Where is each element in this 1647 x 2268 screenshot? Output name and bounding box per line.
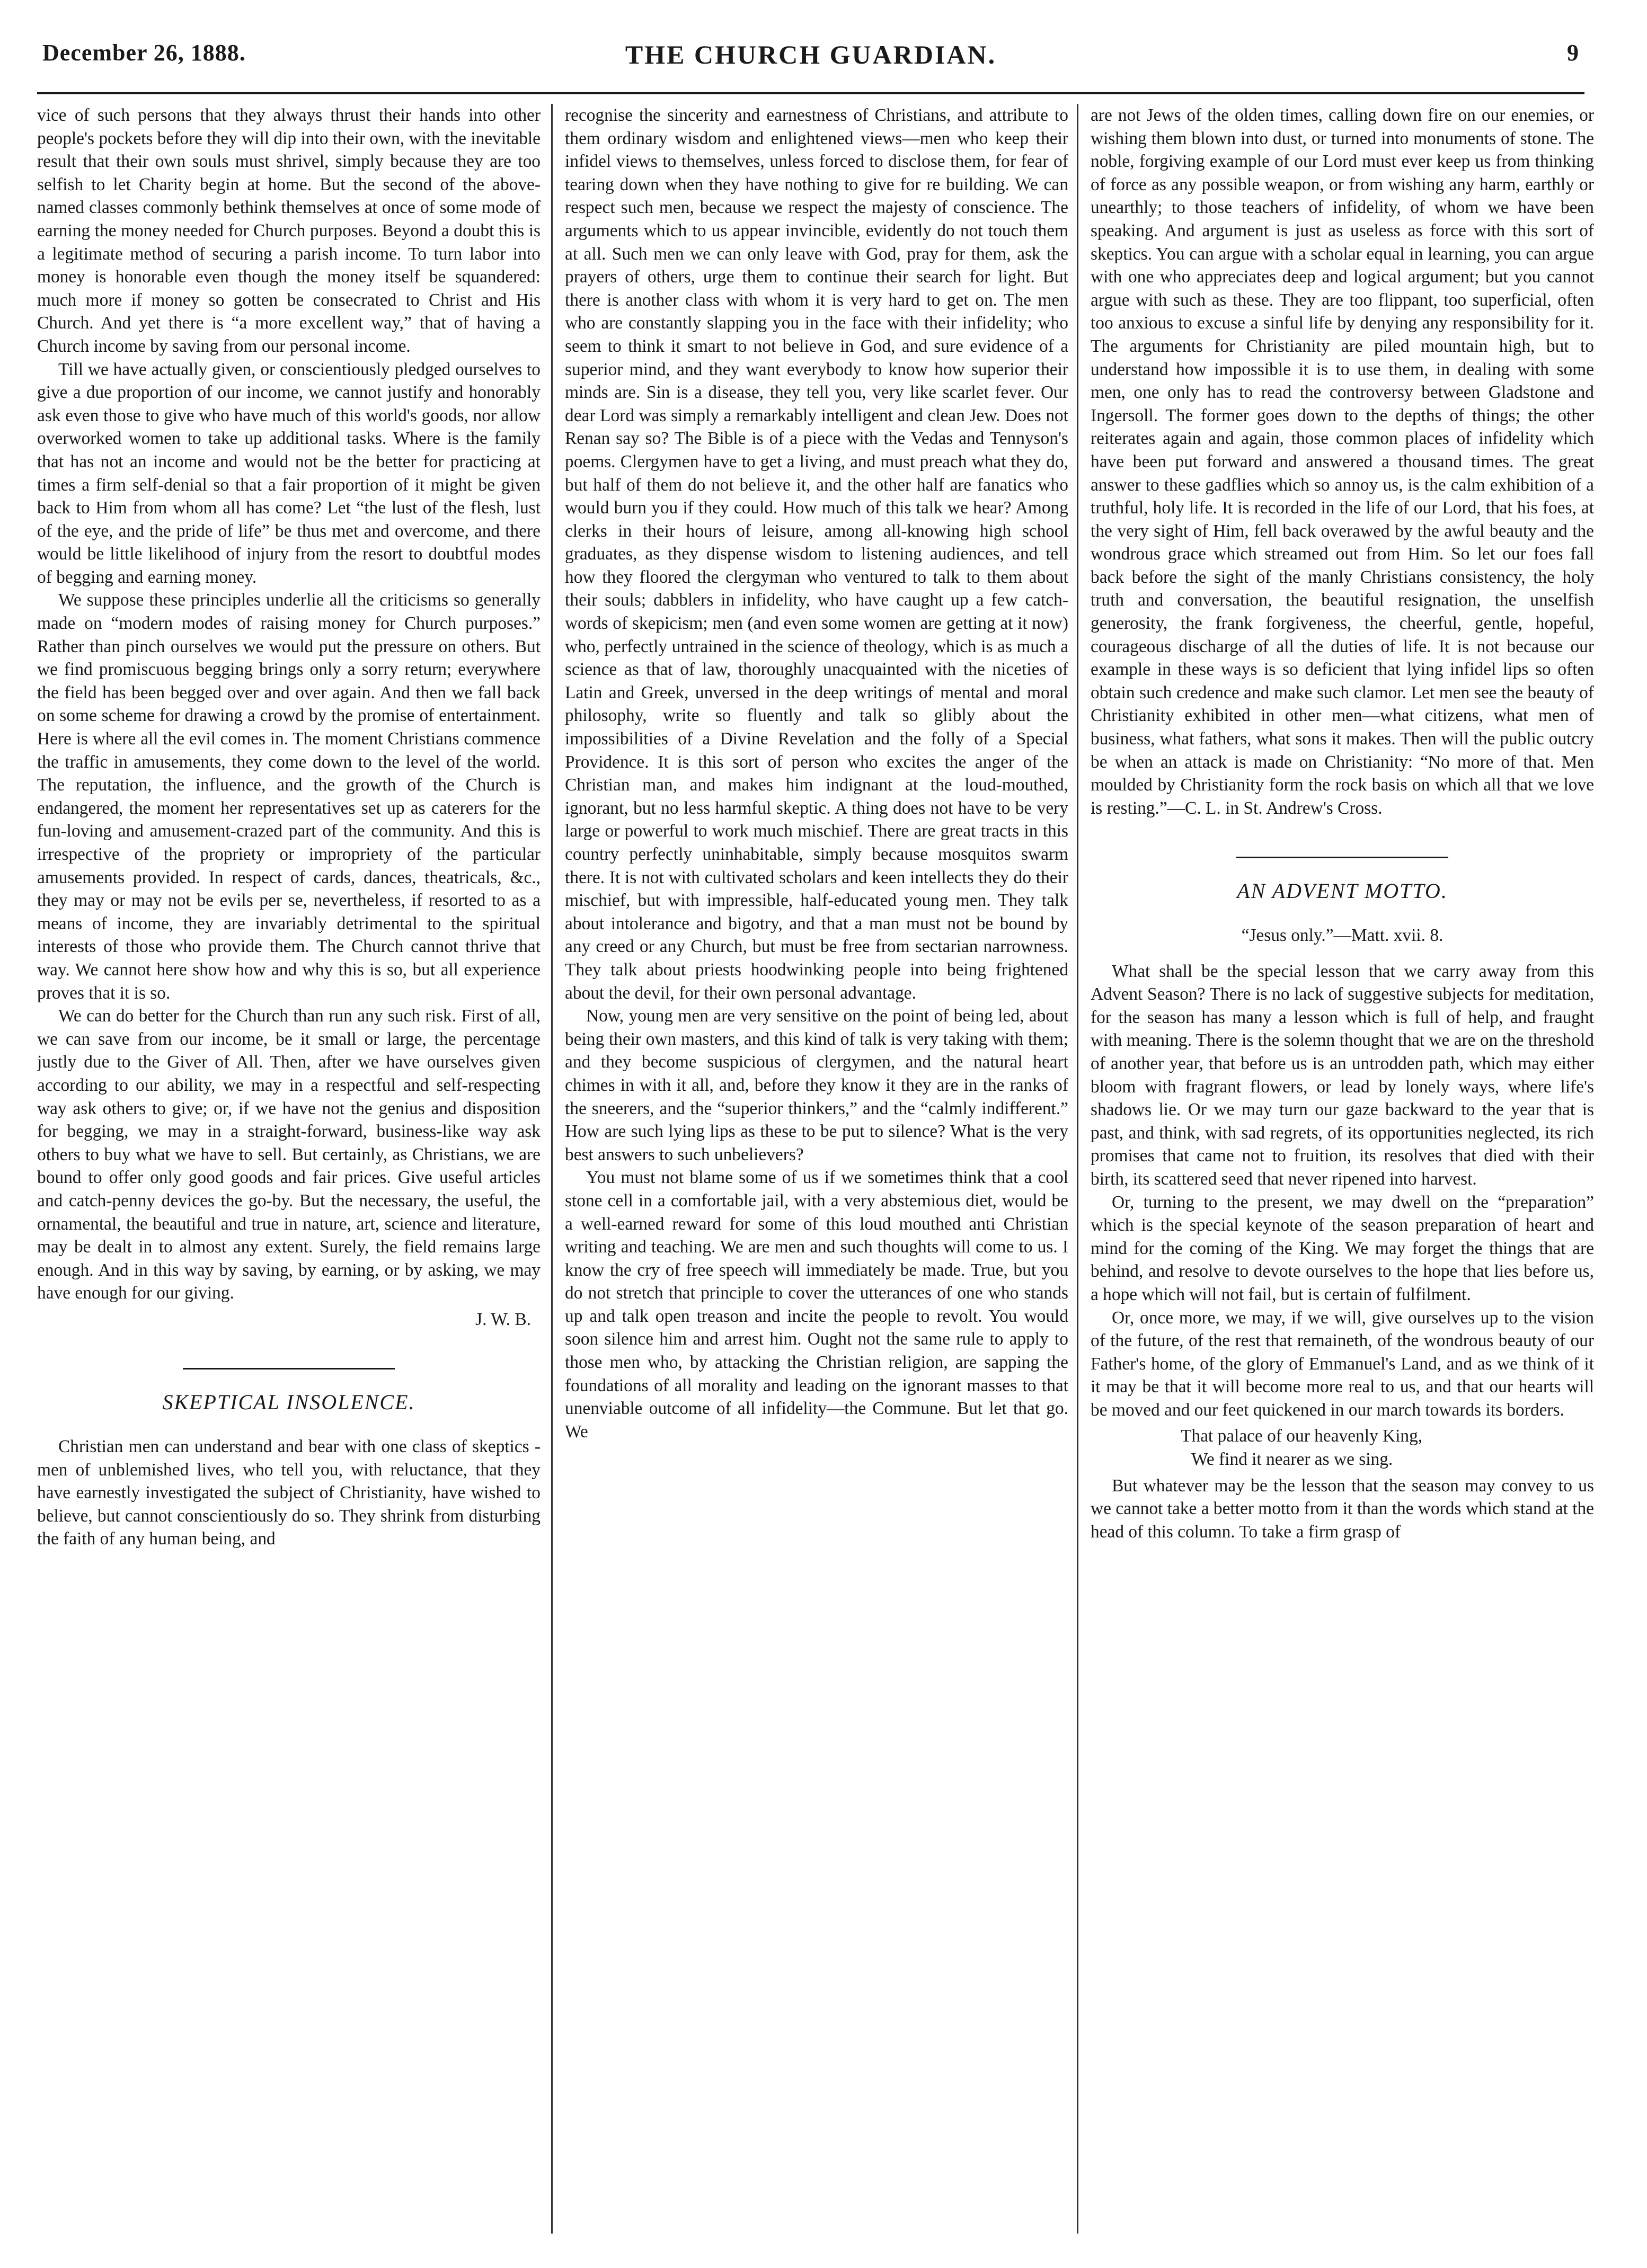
article-paragraph: Or, turning to the present, we may dwell on the “preparation” which is the special keynote of the season preparation of heart and mind for the coming of the King. We may forget the things that are behind, and resolve to devote ourselves to the hope that lies before us, a hope which will not fail, but is certain of fulfilment. bbox=[1091, 1192, 1594, 1304]
article-signature: J. W. B. bbox=[475, 1309, 531, 1329]
article-paragraph: You must not blame some of us if we sometimes think that a cool stone cell in a comfortable jail, with a very abstemious diet, would be a well-earned reward for some of this loud mouthed anti Christian writing and teaching. We are men and such thoughts will come to us. I know the cry of free speech will immediately be made. True, but you do not stretch that principle to cover the utterances of one who stands up and talk open treason and incite the people to revolt. You would soon silence him and arrest him. Ought not the same rule to apply to those men who, by attacking the Christian religion, are sapping the foundations of all morality and leading on the ignorant masses to that unenviable outcome of all infidelity—the Commune. But let that go. We bbox=[565, 1168, 1068, 1442]
article-heading: SKEPTICAL INSOLENCE. bbox=[162, 1390, 415, 1415]
section-separator bbox=[1236, 857, 1448, 858]
column-divider bbox=[551, 104, 553, 2234]
article-paragraph: recognise the sincerity and earnestness of Christians, and attribute to them ordinary wisdom and enlightened views—men who keep their infidel views to themselves, unless forced to disclose them, for fear of tearing down when they have nothing to give for re building. We can respect such men, because we respect the majesty of conscience. The arguments which to us appear invincible, evidently do not touch them at all. Such men we can only leave with God, pray for them, ask the prayers of others, urge them to continue their search for light. But there is another class with whom it is very hard to get on. The men who are constantly slapping you in the face with their infidelity; who seem to think it smart to not believe in God, and sure evidence of a superior mind, and they want everybody to know how superior their minds are. Sin is a disease, they tell you, very like scarlet fever. Our dear Lord was simply a remarkably intelligent and clean Jew. Does not Renan say so? The Bible is of a piece with the Vedas and Tennyson's poems. Clergymen have to get a living, and must preach what they do, but half of them do not believe it, and the other half are fanatics who would burn you if they could. How much of this talk we hear? Among clerks in their hours of leisure, among all-knowing high school graduates, as they dispense wisdom to listening audiences, and tell how they floored the clergyman who ventured to talk to them about their souls; dabblers in infidelity, who have caught up a few catch-words of skepicism; men (and even some women are getting at it now) who, perfectly untrained in the science of theology, which is as much a science as that of law, thoroughly unacquainted with the niceties of Latin and Greek, unversed in the deep writings of mental and moral philosophy, write so fluently and talk so glibly about the impossibilities of a Divine Revelation and the folly of a Special Providence. It is this sort of person who excites the anger of the Christian man, and makes him indignant at the loud-mouthed, ignorant, but no less harmful skeptic. A thing does not have to be very large or powerful to work much mischief. There are great tracts in this country perfectly uninhabitable, simply because mosquitos swarm there. It is not with cultivated scholars and keen intellects they do their mischief, but with impressible, half-educated young men. They talk about intolerance and bigotry, and that a man must not be bound by any creed or any Church, but must be free from sectarian narrowness. They talk about priests hoodwinking people into being frightened about the devil, for their own personal advantage. bbox=[565, 105, 1068, 1003]
column-divider bbox=[1077, 104, 1078, 2234]
article-paragraph: What shall be the special lesson that we carry away from this Advent Season? There is no lack of suggestive subjects for meditation, for the season has many a lesson which is full of help, and fraught with meaning. There is the solemn thought that we are on the threshold of another year, that before us is an untrodden path, which may either bloom with fragrant flowers, or lead by lonely ways, where life's shadows lie. Or we may turn our gaze backward to the year that is past, and think, with sad regrets, of its opportunities neglected, its rich promises that came not to fruition, its resolves that died with their birth, its scattered seed that never ripened into harvest. bbox=[1091, 961, 1594, 1189]
epigraph: “Jesus only.”—Matt. xvii. 8. bbox=[1241, 926, 1444, 945]
section-separator bbox=[183, 1368, 395, 1369]
article-paragraph: vice of such persons that they always thrust their hands into other people's pockets before they will dip into their own, with the inevitable result that their own souls must shrivel, simply because they are too selfish to let Charity begin at home. But the second of the above-named classes commonly bethink themselves at once of some mode of earning the money needed for Church purposes. Beyond a doubt this is a legitimate method of securing a parish income. To turn labor into money is honorable even though the money itself be squandered: much more if money so gotten be consecrated to Christ and His Church. And yet there is “a more excellent way,” that of having a Church income by saving from our personal income. bbox=[37, 105, 541, 356]
verse-quote bbox=[1181, 1425, 1594, 1471]
verse-line: We find it nearer as we sing. bbox=[1191, 1449, 1393, 1470]
column-2 bbox=[565, 104, 1068, 2234]
column-3 bbox=[1091, 104, 1594, 2234]
masthead bbox=[37, 34, 1584, 94]
article-paragraph: Now, young men are very sensitive on the point of being led, about being their own masters, and this kind of talk is very taking with them; and they become suspicious of clergymen, and the natural heart chimes in with it all, and, before they know it they are in the ranks of the sneerers, and the “superior thinkers,” and the “calmly indifferent.” How are such lying lips as these to be put to silence? What is the very best answers to such unbelievers? bbox=[565, 1006, 1068, 1164]
article-paragraph: We can do better for the Church than run any such risk. First of all, we can save from our income, be it small or large, the percentage justly due to the Giver of All. Then, after we have ourselves given according to our ability, we may in a respectful and self-respecting way ask others to give; or, if we have not the genius and disposition for begging, we may in a straight-forward, business-like way ask others to buy what we have to sell. But certainly, as Christians, we are bound to offer only good goods and fair prices. Give useful articles and catch-penny devices the go-by. But the necessary, the useful, the ornamental, the beautiful and true in nature, art, science and literature, may be dealt in to almost any extent. Surely, the field remains large enough. And in this way by saving, by earning, or by asking, we may have enough for our giving. bbox=[37, 1006, 541, 1303]
article-paragraph: Or, once more, we may, if we will, give ourselves up to the vision of the future, of the rest that remaineth, of the wondrous beauty of our Father's home, of the glory of Emmanuel's Land, and as we think of it it may be that it will become more real to us, and that our hearts will be moved and our feet quickened in our march towards its borders. bbox=[1091, 1308, 1594, 1420]
article-paragraph: Christian men can understand and bear with one class of skeptics - men of unblemished lives, who tell you, with reluctance, that they have earnestly investigated the subject of Christianity, have wished to believe, but cannot conscientiously do so. They shrink from disturbing the faith of any human being, and bbox=[37, 1437, 541, 1549]
article-paragraph: We suppose these principles underlie all the criticisms so generally made on “modern modes of raising money for Church purposes.” Rather than pinch ourselves we would put the pressure on others. But we find promiscuous begging brings only a sorry return; everywhere the field has been begged over and over again. And then we fall back on some scheme for drawing a crowd by the promise of entertainment. Here is where all the evil comes in. The moment Christians commence the traffic in amusements, they come down to the level of the world. The reputation, the influence, and the growth of the Church is endangered, the moment her representatives set up as caterers for the fun-loving and amusement-crazed part of the community. And this is irrespective of the propriety or impropriety of the particular amusements provided. In respect of cards, dances, theatricals, &c., they may or may not be evils per se, nevertheless, if resorted to as a means of income, they are invariably detrimental to the spiritual interests of those who provide them. The Church cannot thrive that way. We cannot here show how and why this is so, but all experience proves that it is so. bbox=[37, 590, 541, 1003]
page-number: 9 bbox=[1567, 40, 1579, 66]
article-paragraph: But whatever may be the lesson that the season may convey to us we cannot take a better motto from it than the words which stand at the head of this column. To take a firm grasp of bbox=[1091, 1475, 1594, 1542]
issue-date: December 26, 1888. bbox=[42, 40, 246, 66]
verse-line: That palace of our heavenly King, bbox=[1181, 1426, 1423, 1446]
newspaper-title: THE CHURCH GUARDIAN. bbox=[625, 40, 997, 69]
article-paragraph: Till we have actually given, or conscientiously pledged ourselves to give a due proportion of our income, we cannot justify and honorably ask even those to give who have much of this world's goods, nor allow overworked women to take up additional tasks. Where is the family that has not an income and would not be the better for practicing at times a firm self-denial so that a fair proportion of it might be given back to Him from whom all has come? Let “the lust of the flesh, lust of the eye, and the pride of life” be thus met and overcome, and there would be little likelihood of injury from the resort to doubtful modes of begging and earning money. bbox=[37, 359, 541, 587]
column-1 bbox=[37, 104, 541, 2234]
article-paragraph: are not Jews of the olden times, calling down fire on our enemies, or wishing them blown into dust, or turned into monuments of stone. The noble, forgiving example of our Lord must ever keep us from thinking of force as any possible weapon, or from wishing any harm, earthly or unearthly; to those teachers of infidelity, of whom we have been speaking. And argument is just as useless as force with this sort of skeptics. You can argue with a scholar equal in learning, you can argue with one who appreciates deep and logical argument; but you cannot argue with such as these. They are too flippant, too superficial, often too anxious to excuse a sinful life by denying any responsibility for it. The arguments for Christianity are piled mountain high, but to understand how impossible it is to use them, in dealing with some men, one only has to read the controversy between Gladstone and Ingersoll. The former goes down to the depths of things; the other reiterates again and again, those common places of infidelity which have been put forward and answered a thousand times. The great answer to these gadflies which so annoy us, is the calm exhibition of a truthful, holy life. It is recorded in the life of our Lord, that his foes, at the very sight of Him, fell back overawed by the awful beauty and the wondrous grace which streamed out from Him. So let our foes fall back before the sight of the manly Christians consistency, the holy truth and conversation, the beautiful resignation, the unselfish generosity, the frank forgiveness, the cheerful, gentle, hopeful, courageous discharge of all the duties of life. It is not because our example in these ways is so deficient that lying infidel lips so often obtain such credence and make such clamor. Let men see the beauty of Christianity exhibited in other men—what citizens, what men of business, what fathers, what sons it makes. Then will the public outcry be when an attack is made on Christianity: “No more of that. Men moulded by Christianity form the rock basis on which all that we love is resting.”—C. L. in St. Andrew's Cross. bbox=[1091, 105, 1594, 818]
article-heading: AN ADVENT MOTTO. bbox=[1237, 879, 1448, 903]
